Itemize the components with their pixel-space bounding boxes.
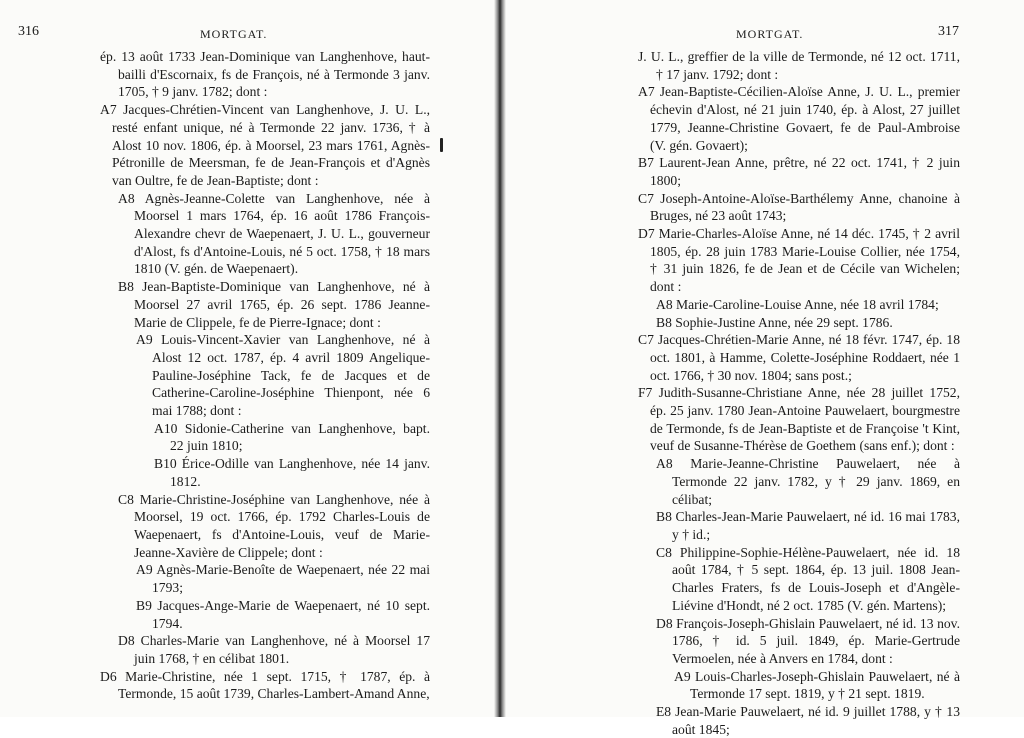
paragraph: A8 Agnès-Jeanne-Colette van Langhenhove, née à Moorsel 1 mars 1764, ép. 16 août 1786 François-Alexandre chevr de Waepenaert, J. U. L., gouverneur d'Alost, fs d'Antoine-Louis, né 5 oct. 1758, † 18 mars 1810 (V. gén. de Waepenaert).	[118, 190, 430, 277]
paragraph: ép. 13 août 1733 Jean-Dominique van Langhenhove, haut-bailli d'Escornaix, fs de François, né à Termonde 3 janv. 1705, † 9 janv. 1782; dont :	[100, 49, 430, 100]
paragraph: A9 Louis-Charles-Joseph-Ghislain Pauwelaert, né à Termonde 17 sept. 1819, y † 21 sept. 1819.	[674, 668, 960, 702]
paragraph: C7 Jacques-Chrétien-Marie Anne, né 18 févr. 1747, ép. 18 oct. 1801, à Hamme, Colette-Joséphine Roddaert, née 1 oct. 1766, † 30 nov. 1804; sans post.;	[638, 332, 960, 383]
paragraph: A9 Louis-Vincent-Xavier van Langhenhove, né à Alost 12 oct. 1787, ép. 4 avril 1809 Angelique-Pauline-Joséphine Tack, fe de Jacques et de Catherine-Caroline-Joséphine Thienpont, née 6 mai 1788; dont :	[136, 332, 430, 419]
paragraph: D7 Marie-Charles-Aloïse Anne, né 14 déc. 1745, † 2 avril 1805, ép. 28 juin 1783 Marie-Louise Collier, née 1754, † 31 juin 1826, fe de Jean et de Cécile van Wichelen; dont :	[638, 226, 960, 295]
paragraph: D8 Charles-Marie van Langhenhove, né à Moorsel 17 juin 1768, † en célibat 1801.	[118, 633, 430, 666]
left-page-body	[100, 48, 430, 703]
left-running-header: MORTGAT.	[200, 27, 268, 41]
paragraph: A8 Marie-Jeanne-Christine Pauwelaert, née à Termonde 22 janv. 1782, y † 29 janv. 1869, en célibat;	[656, 456, 960, 507]
paragraph: B7 Laurent-Jean Anne, prêtre, né 22 oct. 1741, † 2 juin 1800;	[638, 155, 960, 188]
left-page-number: 316	[18, 24, 39, 39]
paragraph: A8 Marie-Caroline-Louise Anne, née 18 avril 1784;	[656, 296, 939, 312]
paragraph: C8 Philippine-Sophie-Hélène-Pauwelaert, née id. 18 août 1784, † 5 sept. 1864, ép. 13 juil. 1808 Jean-Charles Fraters, fs de Louis-Joseph et d'Angèle-Liévine d'Hondt, né 2 oct. 1785 (V. gén. Martens);	[656, 544, 960, 613]
paragraph: A9 Agnès-Marie-Benoîte de Waepenaert, née 22 mai 1793;	[136, 562, 430, 596]
paragraph: A10 Sidonie-Catherine van Langhenhove, bapt. 22 juin 1810;	[154, 420, 430, 454]
paragraph: B8 Jean-Baptiste-Dominique van Langhenhove, né à Moorsel 27 avril 1765, ép. 26 sept. 1786 Jeanne-Marie de Clippele, fe de Pierre-Ignace; dont :	[118, 279, 430, 330]
right-page-body	[638, 48, 960, 738]
left-page	[0, 0, 496, 717]
paragraph: D6 Marie-Christine, née 1 sept. 1715, † 1787, ép. à Termonde, 15 août 1739, Charles-Lambert-Amand Anne,	[100, 668, 430, 702]
margin-mark	[440, 138, 443, 152]
paragraph: F7 Judith-Susanne-Christiane Anne, née 28 juillet 1752, ép. 25 janv. 1780 Jean-Antoine Pauwelaert, bourgmestre de Termonde, fs de Jean-Baptiste et de Françoise 't Kint, veuf de Susanne-Thérèse de Goethem (sans enf.); dont :	[638, 385, 960, 454]
paragraph: B8 Sophie-Justine Anne, née 29 sept. 1786.	[656, 314, 893, 330]
paragraph: E8 Jean-Marie Pauwelaert, né id. 9 juillet 1788, y † 13 août 1845;	[656, 704, 960, 737]
paragraph: C8 Marie-Christine-Joséphine van Langhenhove, née à Moorsel, 19 oct. 1766, ép. 1792 Charles-Louis de Waepenaert, fs d'Antoine-Louis, veuf de Marie-Jeanne-Xavière de Clippele; dont :	[118, 491, 430, 560]
right-running-header: MORTGAT.	[736, 27, 804, 41]
right-page-number: 317	[938, 24, 959, 39]
paragraph: J. U. L., greffier de la ville de Termonde, né 12 oct. 1711, † 17 janv. 1792; dont :	[638, 49, 960, 82]
paragraph: B9 Jacques-Ange-Marie de Waepenaert, né 10 sept. 1794.	[136, 597, 430, 631]
paragraph: C7 Joseph-Antoine-Aloïse-Barthélemy Anne, chanoine à Bruges, né 23 août 1743;	[638, 190, 960, 224]
paragraph: B8 Charles-Jean-Marie Pauwelaert, né id. 16 mai 1783, y † id.;	[656, 509, 960, 542]
paragraph: A7 Jacques-Chrétien-Vincent van Langhenhove, J. U. L., resté enfant unique, né à Termonde 22 janv. 1736, † à Alost 10 nov. 1806, ép. à Moorsel, 23 mars 1761, Agnès-Pétronille de Meersman, fe de Jean-François et d'Agnès van Oultre, fe de Jean-Baptiste; dont :	[100, 102, 430, 188]
paragraph: D8 François-Joseph-Ghislain Pauwelaert, né id. 13 nov. 1786, † id. 5 juil. 1849, ép. Marie-Gertrude Vermoelen, née à Anvers en 1784, dont :	[656, 615, 960, 666]
paragraph: B10 Érice-Odille van Langhenhove, née 14 janv. 1812.	[154, 456, 430, 489]
paragraph: A7 Jean-Baptiste-Cécilien-Aloïse Anne, J. U. L., premier échevin d'Alost, né 21 juin 1740, ép. à Alost, 27 juillet 1779, Jeanne-Christine Govaert, fe de Paul-Ambroise (V. gén. Govaert);	[638, 84, 960, 153]
right-page	[504, 0, 1024, 737]
